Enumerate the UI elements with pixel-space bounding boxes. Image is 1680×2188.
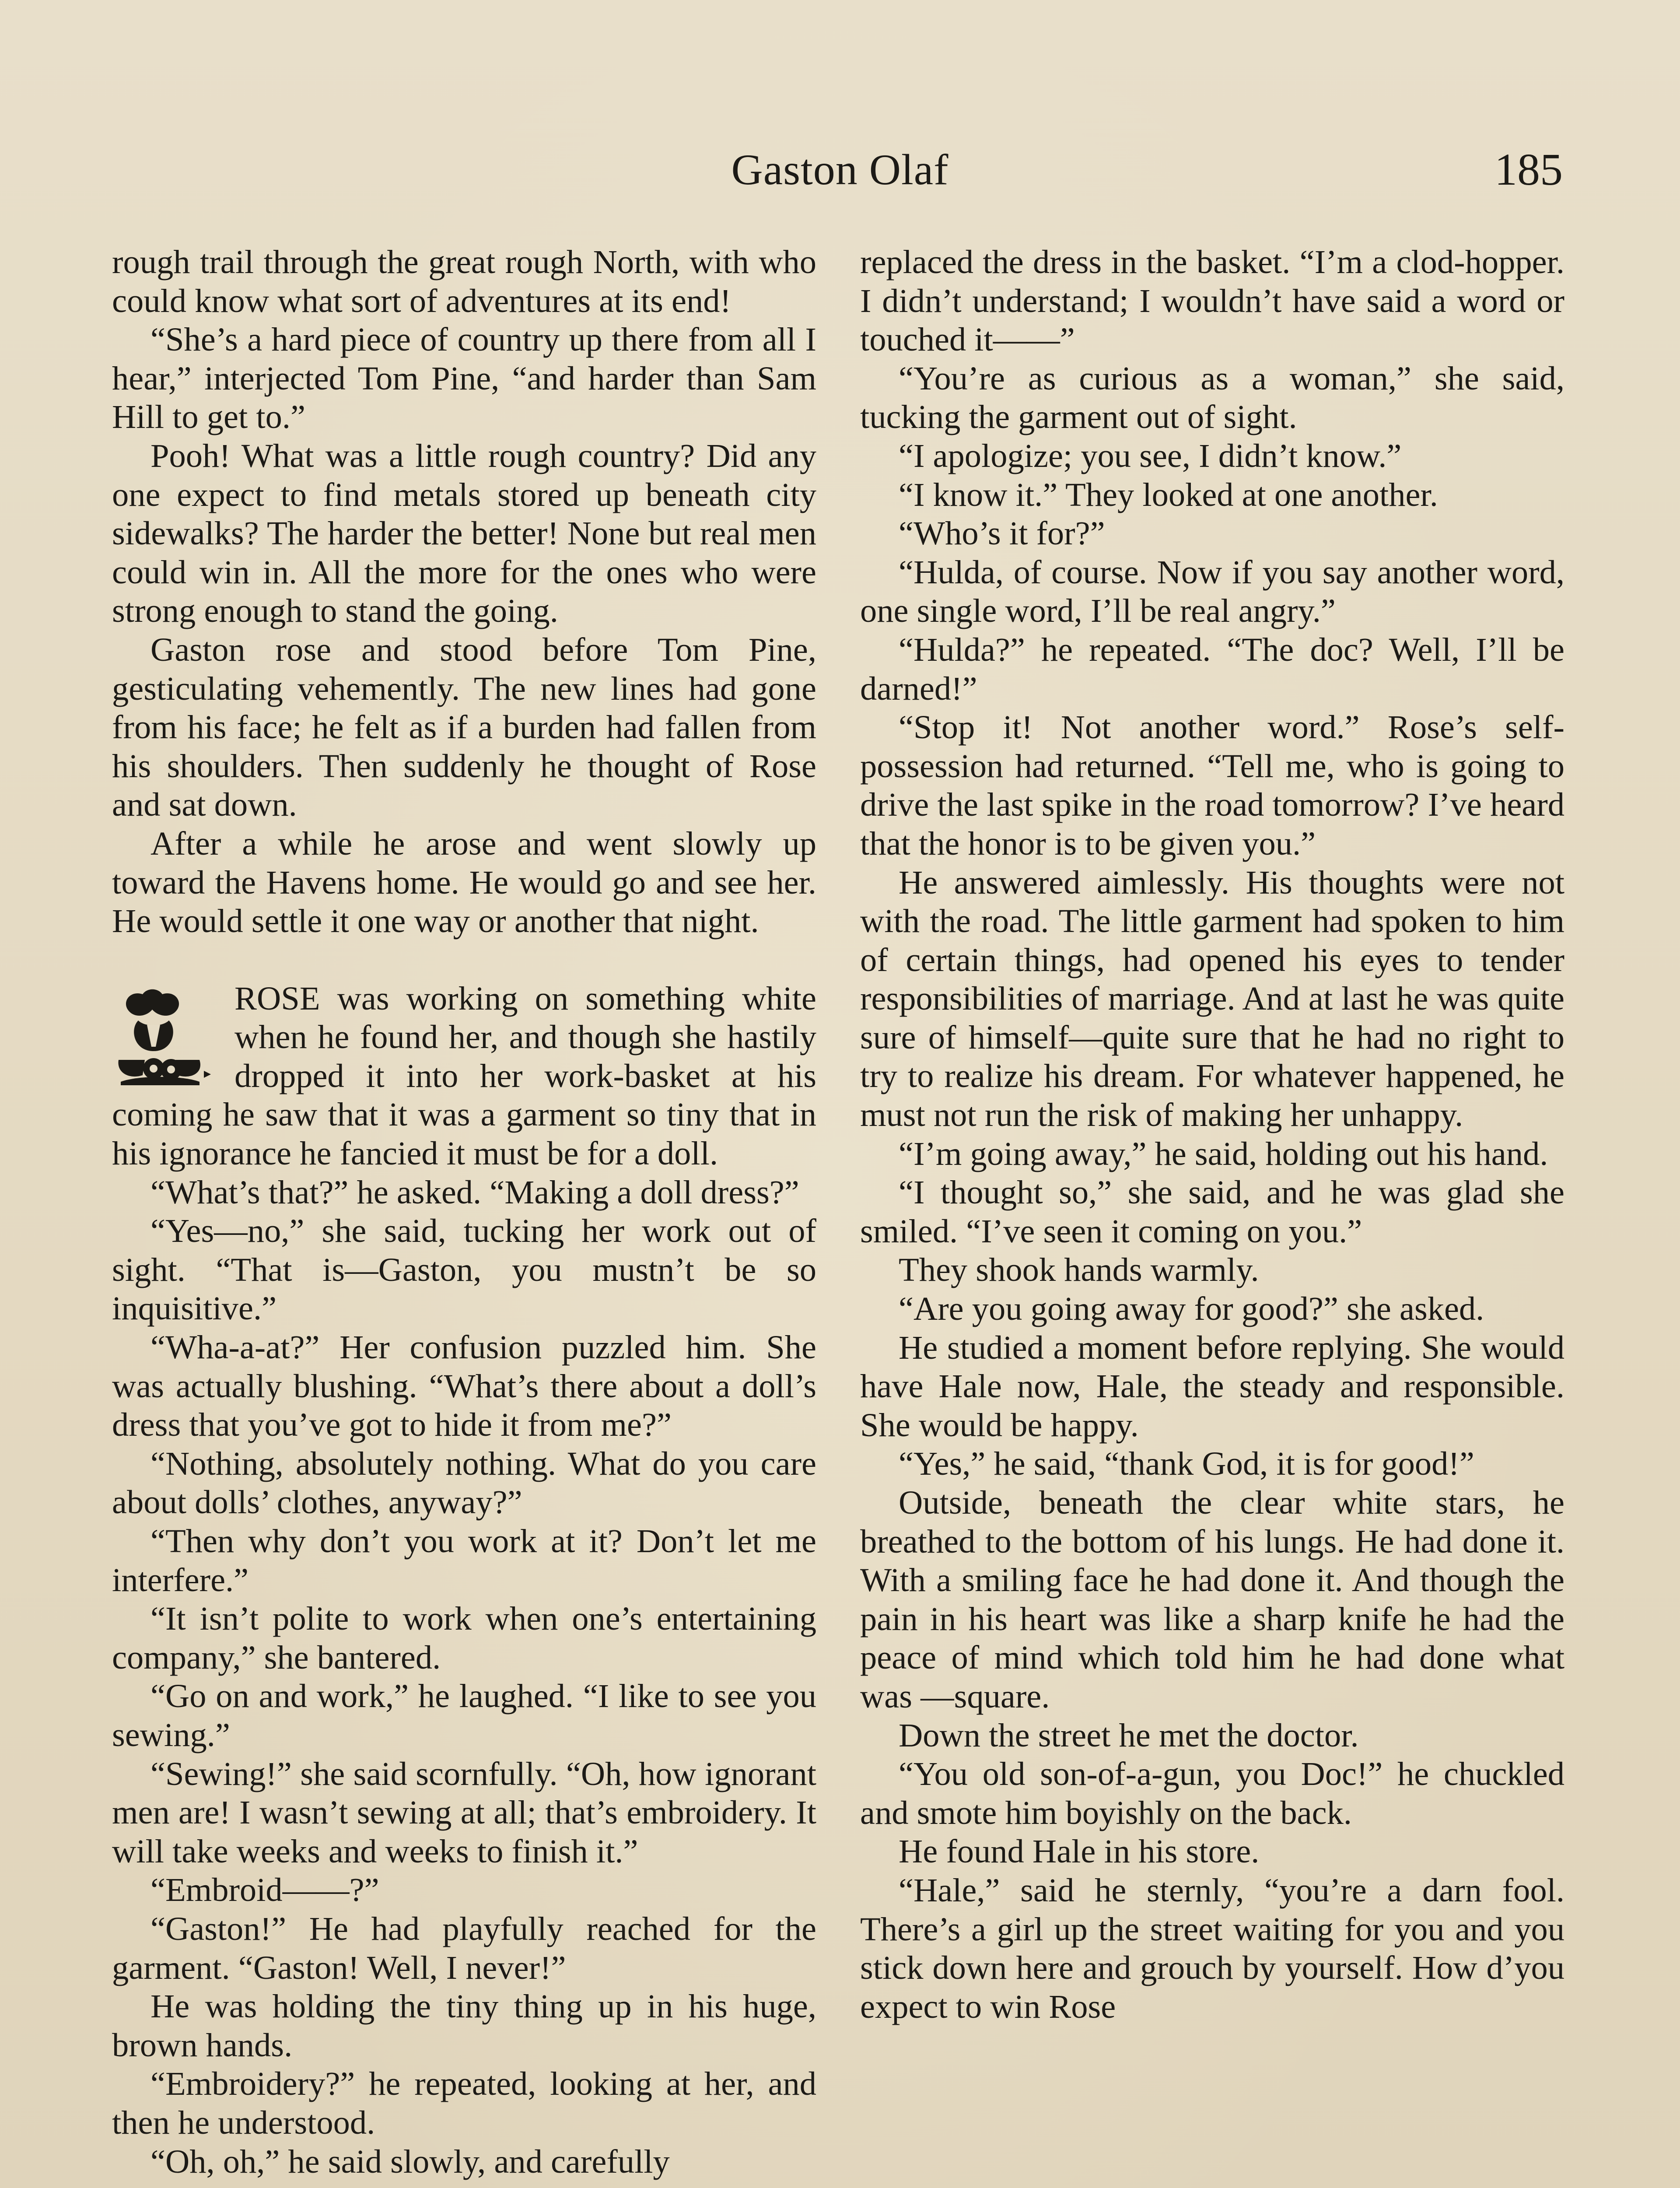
paragraph: “She’s a hard piece of country up there from all I hear,” interjected Tom Pine, “and harder than Sam Hill to get to.” (112, 321, 816, 436)
paragraph: “Hulda?” he repeated. “The doc? Well, I’ll be darned!” (860, 631, 1564, 707)
paragraph: ROSE was working on something white when he found her, and though she hastily dropped it into her work-basket at his coming he saw that it was a garment so tiny that in his ignorance he fancied it must be for a doll. (112, 979, 816, 1172)
paragraph: “Then why don’t you work at it? Don’t let me interfere.” (112, 1522, 816, 1599)
paragraph: They shook hands warmly. (899, 1251, 1259, 1289)
paragraph: “Embroid——?” (150, 1871, 379, 1909)
paragraph: He was holding the tiny thing up in his huge, brown hands. (112, 1988, 816, 2064)
paragraph: “I know it.” They looked at one another. (899, 476, 1438, 513)
running-title: Gaston Olaf (731, 145, 949, 194)
paragraph: “Oh, oh,” he said slowly, and carefully (150, 2142, 670, 2180)
paragraph: “Stop it! Not another word.” Rose’s self-possession had returned. “Tell me, who is going to drive the last spike in the road tomorrow? I’ve heard that the honor is to be given you.” (860, 708, 1564, 862)
paragraph: rough trail through the great rough North, with who could know what sort of adventures at its end! (112, 243, 816, 319)
paragraph: “Hulda, of course. Now if you say another word, one single word, I’ll be real angry.” (860, 553, 1564, 630)
paragraph: “I’m going away,” he said, holding out his hand. (899, 1135, 1548, 1172)
paragraph: After a while he arose and went slowly up toward the Havens home. He would go and see her. He would settle it one way or another that night. (112, 824, 816, 940)
paragraph: “Yes,” he said, “thank God, it is for good!” (899, 1445, 1474, 1483)
paragraph: He answered aimlessly. His thoughts were not with the road. The little garment had spoken to him of certain things, had opened his eyes to tender responsibilities of marriage. And at last he was quite sure of himself—quite sure that he had no right to try to realize his dream. For whatever happened, he must not run the risk of making her unhappy. (860, 863, 1564, 1134)
paragraph: “You’re as curious as a woman,” she said, tucking the garment out of sight. (860, 359, 1564, 436)
paragraph: Pooh! What was a little rough country? Did any one expect to find metals stored up beneath city sidewalks? The harder the better! None but real men could win in. All the more for the ones who were strong enough to stand the going. (112, 437, 816, 630)
section-break (112, 979, 816, 1173)
right-column (860, 243, 1564, 2026)
ornamental-dropcap-icon (112, 985, 228, 1090)
paragraph: He studied a moment before replying. She would have Hale now, Hale, the steady and responsible. She would be happy. (860, 1329, 1564, 1444)
paragraph: “Yes—no,” she said, tucking her work out of sight. “That is—Gaston, you mustn’t be so inquisitive.” (112, 1212, 816, 1327)
running-head (0, 139, 1680, 200)
paragraph: “I thought so,” she said, and he was glad she smiled. “I’ve seen it coming on you.” (860, 1174, 1564, 1250)
paragraph: “I apologize; you see, I didn’t know.” (899, 437, 1402, 474)
paragraph: “Sewing!” she said scornfully. “Oh, how ignorant men are! I wasn’t sewing at all; that’s embroidery. It will take weeks and weeks to finish it.” (112, 1755, 816, 1870)
paragraph: “Gaston!” He had playfully reached for the garment. “Gaston! Well, I never!” (112, 1910, 816, 1986)
paragraph: “Nothing, absolutely nothing. What do you care about dolls’ clothes, anyway?” (112, 1445, 816, 1521)
paragraph: “Embroidery?” he repeated, looking at her, and then he understood. (112, 2065, 816, 2141)
paragraph: “It isn’t polite to work when one’s entertaining company,” she bantered. (112, 1600, 816, 1676)
paragraph: “Wha-a-at?” Her confusion puzzled him. She was actually blushing. “What’s there about a doll’s dress that you’ve got to hide it from me?” (112, 1329, 816, 1444)
paragraph: Down the street he met the doctor. (899, 1716, 1359, 1754)
paragraph: “Go on and work,” he laughed. “I like to see you sewing.” (112, 1677, 816, 1753)
paragraph: “You old son-of-a-gun, you Doc!” he chuckled and smote him boyishly on the back. (860, 1755, 1564, 1831)
paragraph: “Who’s it for?” (899, 515, 1105, 552)
left-column (112, 243, 816, 2181)
paragraph: “Hale,” said he sternly, “you’re a darn fool. There’s a girl up the street waiting for you and you stick down here and grouch by yourself. How d’you expect to win Rose (860, 1871, 1564, 2025)
paragraph: “Are you going away for good?” she asked. (899, 1290, 1484, 1328)
paragraph: Outside, beneath the clear white stars, he breathed to the bottom of his lungs. He had done it. With a smiling face he had done it. And though the pain in his heart was like a sharp knife he had the peace of mind which told him he had done what was —square. (860, 1484, 1564, 1715)
paragraph: replaced the dress in the basket. “I’m a clod-hopper. I didn’t understand; I wouldn’t have said a word or touched it——” (860, 243, 1564, 358)
page-number: 185 (1494, 144, 1563, 195)
paragraph: He found Hale in his store. (899, 1833, 1260, 1870)
paragraph: Gaston rose and stood before Tom Pine, gesticulating vehemently. The new lines had gone from his face; he felt as if a burden had fallen from his shoulders. Then suddenly he thought of Rose and sat down. (112, 631, 816, 824)
paragraph: “What’s that?” he asked. “Making a doll dress?” (150, 1173, 799, 1211)
